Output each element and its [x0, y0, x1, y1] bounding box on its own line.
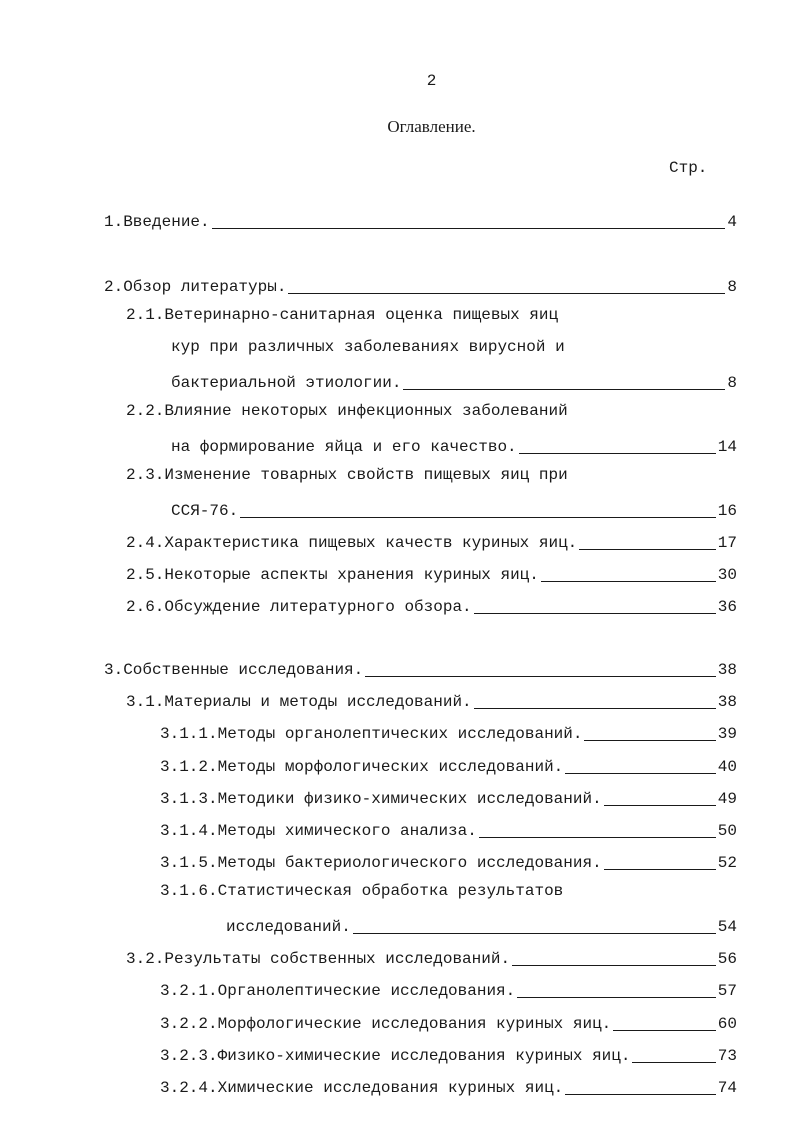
- toc-entry-title: исследований.: [226, 918, 351, 936]
- toc-entry-title: 3.1.3.Методики физико-химических исследований.: [160, 790, 602, 808]
- leader-line: [288, 292, 725, 294]
- toc-entry: [126, 688, 737, 712]
- toc-entry-page: 8: [727, 374, 737, 392]
- toc-entry: [104, 656, 737, 680]
- toc-entry-page: 40: [717, 758, 737, 776]
- leader-line: [541, 580, 716, 582]
- toc-entry-page: 52: [717, 854, 737, 872]
- toc-entry-title: ССЯ-76.: [171, 502, 239, 520]
- toc-entry-page: 50: [717, 822, 737, 840]
- toc-entry-page: 4: [727, 213, 737, 231]
- toc-entry-title: 3.2.2.Морфологические исследования куриных яиц.: [160, 1015, 612, 1033]
- toc-entry-continuation: [171, 433, 737, 457]
- toc-entry-title: 1.Введение.: [104, 213, 210, 231]
- leader-line: [565, 772, 716, 774]
- toc-entry: [160, 881, 563, 905]
- leader-line: [579, 548, 716, 550]
- toc-entry-title: 3.Собственные исследования.: [104, 661, 364, 679]
- toc-entry-title: 2.2.Влияние некоторых инфекционных заболеваний: [126, 402, 568, 420]
- toc-entry-title: 3.1.1.Методы органолептических исследований.: [160, 725, 583, 743]
- leader-line: [604, 868, 716, 870]
- toc-entry-continuation: [171, 337, 565, 361]
- toc-entry: [160, 849, 737, 873]
- leader-line: [604, 804, 716, 806]
- toc-entry: [160, 720, 737, 744]
- toc-entry-page: 49: [717, 790, 737, 808]
- toc-entry-title: 3.2.3.Физико-химические исследования куриных яиц.: [160, 1047, 631, 1065]
- toc-entry-continuation: [171, 497, 737, 521]
- leader-line: [565, 1093, 716, 1095]
- leader-line: [474, 707, 716, 709]
- toc-entry-title: на формирование яйца и его качество.: [171, 438, 517, 456]
- toc-entry-page: 36: [717, 598, 737, 616]
- toc-entry-title: 3.1.Материалы и методы исследований.: [126, 693, 472, 711]
- toc-entry: [104, 273, 737, 297]
- toc-entry-title: 3.2.4.Химические исследования куриных яиц.: [160, 1079, 564, 1097]
- toc-entry: [126, 401, 568, 425]
- leader-line: [517, 996, 716, 998]
- toc-entry-page: 17: [717, 534, 737, 552]
- leader-line: [353, 932, 716, 934]
- page-number: 2: [426, 72, 437, 90]
- toc-entry-title: 3.1.6.Статистическая обработка результатов: [160, 882, 564, 900]
- toc-entry-title: 2.4.Характеристика пищевых качеств куриных яиц.: [126, 534, 578, 552]
- toc-entry-page: 14: [717, 438, 737, 456]
- toc-entry-title: 2.6.Обсуждение литературного обзора.: [126, 598, 472, 616]
- toc-entry: [104, 208, 737, 232]
- toc-entry-page: 56: [717, 950, 737, 968]
- leader-line: [584, 739, 715, 741]
- leader-line: [632, 1061, 715, 1063]
- leader-line: [240, 516, 716, 518]
- leader-line: [474, 612, 716, 614]
- toc-entry: [160, 1010, 737, 1034]
- toc-entry-page: 38: [717, 693, 737, 711]
- toc-entry: [126, 529, 737, 553]
- leader-line: [519, 452, 716, 454]
- toc-entry-page: 54: [717, 918, 737, 936]
- toc-entry-continuation: [171, 369, 737, 393]
- toc-entry-page: 30: [717, 566, 737, 584]
- toc-entry-title: бактериальной этиологии.: [171, 374, 402, 392]
- toc-entry-title: 2.1.Ветеринарно-санитарная оценка пищевых яиц: [126, 306, 559, 324]
- toc-entry: [160, 1042, 737, 1066]
- toc-entry-page: 16: [717, 502, 737, 520]
- leader-line: [512, 964, 716, 966]
- toc-entry-page: 73: [717, 1047, 737, 1065]
- toc-entry: [160, 977, 737, 1001]
- toc-entry-title: 2.Обзор литературы.: [104, 278, 287, 296]
- toc-entry-page: 38: [717, 661, 737, 679]
- toc-entry-title: кур при различных заболеваниях вирусной и: [171, 338, 565, 356]
- toc-entry-title: 3.1.5.Методы бактериологического исследования.: [160, 854, 602, 872]
- toc-entry: [126, 945, 737, 969]
- toc-entry: [126, 465, 568, 489]
- page-title: Оглавление.: [387, 117, 476, 136]
- toc-entry: [160, 817, 737, 841]
- toc-entry: [160, 785, 737, 809]
- toc-entry-page: 60: [717, 1015, 737, 1033]
- toc-entry-page: 57: [717, 982, 737, 1000]
- toc-entry: [126, 561, 737, 585]
- toc-entry: [160, 1074, 737, 1098]
- leader-line: [403, 388, 725, 390]
- toc-entry: [126, 305, 558, 329]
- leader-line: [479, 836, 716, 838]
- toc-entry-title: 2.5.Некоторые аспекты хранения куриных яиц.: [126, 566, 539, 584]
- toc-entry-page: 39: [717, 725, 737, 743]
- toc-entry: [126, 593, 737, 617]
- leader-line: [365, 675, 716, 677]
- toc-entry-title: 3.1.4.Методы химического анализа.: [160, 822, 477, 840]
- page-column-label: Стр.: [669, 159, 708, 177]
- toc-entry-continuation: [226, 913, 737, 937]
- toc-entry-page: 8: [727, 278, 737, 296]
- toc-entry-title: 2.3.Изменение товарных свойств пищевых яиц при: [126, 466, 568, 484]
- leader-line: [613, 1029, 716, 1031]
- toc-entry-page: 74: [717, 1079, 737, 1097]
- toc-entry-title: 3.2.Результаты собственных исследований.: [126, 950, 511, 968]
- leader-line: [212, 227, 726, 229]
- toc-entry-title: 3.1.2.Методы морфологических исследований.: [160, 758, 564, 776]
- toc-entry-title: 3.2.1.Органолептические исследования.: [160, 982, 516, 1000]
- toc-entry: [160, 753, 737, 777]
